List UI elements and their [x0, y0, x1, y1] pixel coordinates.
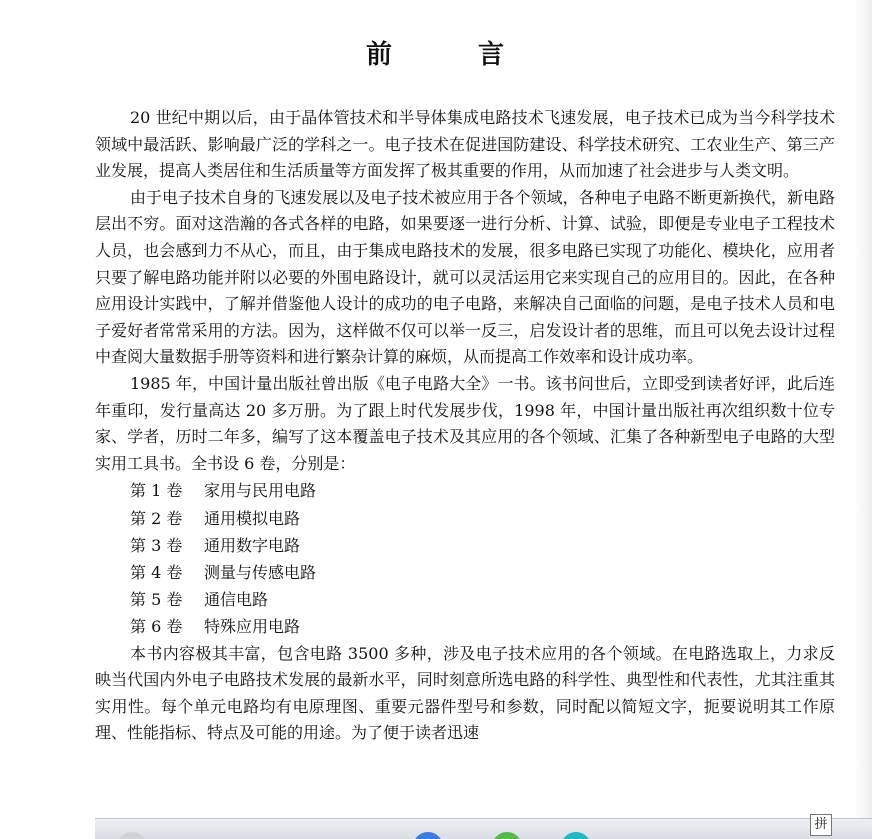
- volume-title: 通用模拟电路: [204, 508, 301, 528]
- volume-item: [95, 477, 835, 504]
- volume-number: 第 4 卷: [130, 562, 183, 582]
- volume-number: 第 1 卷: [130, 481, 183, 501]
- paragraph-1: 20 世纪中期以后，由于晶体管技术和半导体集成电路技术飞速发展，电子技术已成为当今科学技术领域中最活跃、影响最广泛的学科之一。电子技术在促进国防建设、科学技术研究、工农业生产、第三产业发展，提高人类居住和生活质量等方面发挥了极其重要的作用，从而加速了社会进步与人类文明。: [95, 108, 835, 181]
- volume-item: [95, 505, 835, 532]
- volume-title: 特殊应用电路: [204, 617, 301, 637]
- input-method-indicator[interactable]: 拼: [810, 814, 832, 836]
- paragraph-3: 1985 年，中国计量出版社曾出版《电子电路大全》一书。该书问世后，立即受到读者好评，此后连年重印，发行量高达 20 多万册。为了跟上时代发展步伐，1998 年，中国计量出版社再次组织数十位专家、学者，历时二年多，编写了这本覆盖电子技术及其应用的各个领域、汇集了各种新型电子电路的大型实用工具书。全书设 6 卷，分别是：: [95, 373, 835, 473]
- paragraph-4: 本书内容极其丰富，包含电路 3500 多种，涉及电子技术应用的各个领域。在电路选取上，力求反映当代国内外电子电路技术发展的最新水平，同时刻意所选电路的科学性、典型性和代表性，尤其注重其实用性。每个单元电路均有电原理图、重要元器件型号和参数，同时配以简短文字，扼要说明其工作原理、性能指标、特点及可能的用途。为了便于读者迅速: [95, 643, 835, 743]
- volume-title: 通信电路: [204, 590, 269, 610]
- volume-item: [95, 532, 835, 559]
- preface-body: [95, 105, 835, 747]
- volume-item: [95, 586, 835, 613]
- chat-app-icon[interactable]: [492, 832, 522, 839]
- volume-item: [95, 613, 835, 640]
- volume-title: 测量与传感电路: [204, 562, 317, 582]
- title-char-2: 言: [478, 40, 507, 70]
- taskbar: [95, 818, 872, 839]
- volume-number: 第 2 卷: [130, 508, 183, 528]
- paragraph-2: 由于电子技术自身的飞速发展以及电子技术被应用于各个领域，各种电子电路不断更新换代，新电路层出不穷。面对这浩瀚的各式各样的电路，如果要逐一进行分析、计算、试验，即便是专业电子工程技术人员，也会感到力不从心，而且，由于集成电路技术的发展，很多电路已实现了功能化、模块化，应用者只要了解电路功能并附以必要的外围电路设计，就可以灵活运用它来实现自己的应用目的。因此，在各种应用设计实践中，了解并借鉴他人设计的成功的电子电路，来解决自己面临的问题，是电子技术人员和电子爱好者常常采用的方法。因为，这样做不仅可以举一反三，启发设计者的思维，而且可以免去设计过程中查阅大量数据手册等资料和进行繁杂计算的麻烦，从而提高工作效率和设计成功率。: [95, 187, 835, 367]
- volume-number: 第 3 卷: [130, 535, 183, 555]
- app-icon-1[interactable]: [117, 832, 147, 839]
- volume-list: [95, 477, 835, 640]
- title-char-1: 前: [365, 40, 394, 70]
- volume-title: 家用与民用电路: [204, 481, 317, 501]
- browser-icon[interactable]: [413, 832, 443, 839]
- volume-item: [95, 559, 835, 586]
- page-title: [0, 34, 872, 71]
- volume-number: 第 6 卷: [130, 617, 183, 637]
- app-icon-4[interactable]: [561, 832, 591, 839]
- page-edge-shadow: [854, 0, 872, 839]
- volume-number: 第 5 卷: [130, 590, 183, 610]
- volume-title: 通用数字电路: [204, 535, 301, 555]
